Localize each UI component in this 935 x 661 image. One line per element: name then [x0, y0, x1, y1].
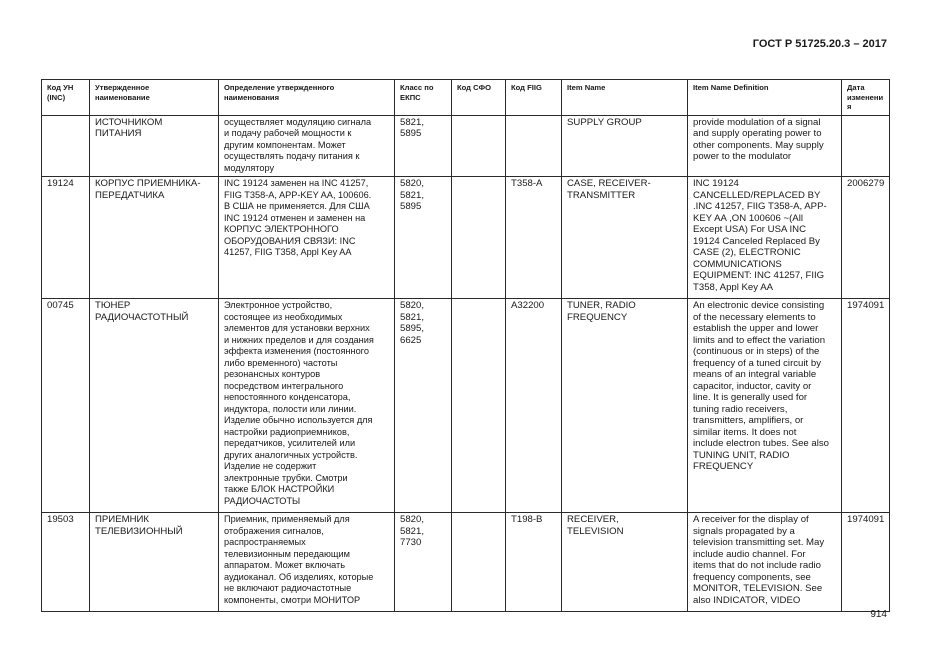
column-header-item-definition: Item Name Definition [688, 80, 842, 116]
cell-definition-ru: осуществляет модуляцию сигнала и подачу рабочей мощности к другим компонентам. Может осуществлять подачу питания к модулятору [219, 115, 395, 177]
cell-name-ru: ПРИЕМНИК ТЕЛЕВИЗИОННЫЙ [90, 513, 219, 612]
cell-inc [42, 115, 90, 177]
column-header-fiig: Код FIIG [506, 80, 562, 116]
registry-table [41, 79, 890, 612]
column-header-inc: Код УН (INC) [42, 80, 90, 116]
column-header-date: Дата изменения [842, 80, 890, 116]
page-number: 914 [870, 609, 887, 620]
cell-inc: 19503 [42, 513, 90, 612]
cell-sfo [452, 115, 506, 177]
cell-item-definition: INC 19124 CANCELLED/REPLACED BY .INC 41257, FIIG T358-A, APP- KEY AA ,ON 100606 ~(All Except USA) For USA INC 19124 Canceled Replaced By CASE (2), ELECTRONIC COMMUNICATIONS EQUIPMENT: INC 41257, FIIG T358, Appl Key AA [688, 177, 842, 299]
cell-fiig: T358-A [506, 177, 562, 299]
cell-item-name: TUNER, RADIO FREQUENCY [562, 299, 688, 513]
cell-date: 1974091 [842, 513, 890, 612]
column-header-definition: Определение утвержденного наименования [219, 80, 395, 116]
cell-name-ru: ТЮНЕР РАДИОЧАСТОТНЫЙ [90, 299, 219, 513]
cell-sfo [452, 513, 506, 612]
cell-item-definition: An electronic device consisting of the necessary elements to establish the upper and lower limits and to effect the variation (continuous or in steps) of the frequency of a tuned circuit by means of an integral variable capacitor, inductor, cavity or line. It is generally used for tuning radio receivers, transmitters, amplifiers, or similar items. It does not include electron tubes. See also TUNING UNIT, RADIO FREQUENCY [688, 299, 842, 513]
cell-class: 5820, 5821, 5895, 6625 [395, 299, 452, 513]
cell-class: 5821, 5895 [395, 115, 452, 177]
table-row [42, 513, 890, 612]
cell-class: 5820, 5821, 5895 [395, 177, 452, 299]
cell-inc: 00745 [42, 299, 90, 513]
cell-definition-ru: Электронное устройство, состоящее из необходимых элементов для установки верхних и нижних пределов и для создания эффекта изменения (постоянного либо временного) частоты резонансных контуров посредством интегрального непостоянного конденсатора, индуктора, полости или линии. Изделие обычно используется для настройки радиоприемников, передатчиков, усилителей или других аналогичных устройств. Изделие не содержит электронные трубки. Смотри также БЛОК НАСТРОЙКИ РАДИОЧАСТОТЫ [219, 299, 395, 513]
cell-item-name: SUPPLY GROUP [562, 115, 688, 177]
cell-class: 5820, 5821, 7730 [395, 513, 452, 612]
cell-date: 1974091 [842, 299, 890, 513]
cell-fiig: A32200 [506, 299, 562, 513]
table-header-row [42, 80, 890, 116]
cell-name-ru: ИСТОЧНИКОМ ПИТАНИЯ [90, 115, 219, 177]
table-row [42, 115, 890, 177]
cell-date [842, 115, 890, 177]
cell-inc: 19124 [42, 177, 90, 299]
cell-item-definition: provide modulation of a signal and supply operating power to other components. May supply power to the modulator [688, 115, 842, 177]
cell-definition-ru: Приемник, применяемый для отображения сигналов, распространяемых телевизионным передающим аппаратом. Может включать аудиоканал. Об изделиях, которые не включают радиочастотные компоненты, смотри МОНИТОР [219, 513, 395, 612]
cell-date: 2006279 [842, 177, 890, 299]
column-header-class: Класс по ЕКПС [395, 80, 452, 116]
cell-item-name: RECEIVER, TELEVISION [562, 513, 688, 612]
document-standard-title: ГОСТ Р 51725.20.3 – 2017 [752, 38, 887, 50]
table-row [42, 177, 890, 299]
cell-definition-ru: INC 19124 заменен на INC 41257, FIIG T358-A, APP-KEY AA, 100606. В США не применяется. Для США INC 19124 отменен и заменен на КОРПУС ЭЛЕКТРОННОГО ОБОРУДОВАНИЯ СВЯЗИ: INC 41257, FIIG T358, Appl Key AA [219, 177, 395, 299]
column-header-approved-name: Утвержденное наименование [90, 80, 219, 116]
cell-fiig: T198-B [506, 513, 562, 612]
cell-name-ru: КОРПУС ПРИЕМНИКА- ПЕРЕДАТЧИКА [90, 177, 219, 299]
cell-sfo [452, 299, 506, 513]
cell-item-definition: A receiver for the display of signals propagated by a television transmitting set. May include audio channel. For items that do not include radio frequency components, see MONITOR, TELEVISION. See also INDICATOR, VIDEO [688, 513, 842, 612]
column-header-sfo: Код СФО [452, 80, 506, 116]
cell-fiig [506, 115, 562, 177]
table-row [42, 299, 890, 513]
cell-item-name: CASE, RECEIVER- TRANSMITTER [562, 177, 688, 299]
column-header-item-name: Item Name [562, 80, 688, 116]
cell-sfo [452, 177, 506, 299]
